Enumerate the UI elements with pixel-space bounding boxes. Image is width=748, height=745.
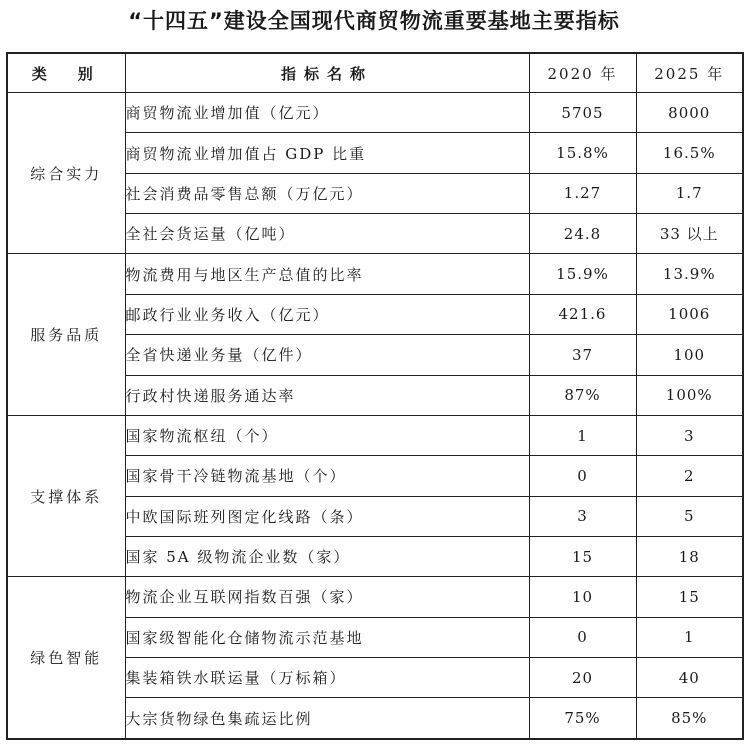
table-header-row (7, 53, 743, 93)
page-title: “十四五”建设全国现代商贸物流重要基地主要指标 (128, 9, 620, 33)
value-2020-cell: 37 (529, 335, 636, 375)
value-2020-cell: 5705 (529, 93, 636, 133)
indicators-table (6, 52, 744, 740)
indicator-name-cell: 大宗货物绿色集疏运比例 (125, 698, 529, 739)
indicator-name-cell: 中欧国际班列图定化线路（条） (125, 496, 529, 536)
value-2025-cell: 85% (636, 698, 743, 739)
value-2025-cell: 2 (636, 456, 743, 496)
indicator-name-cell: 全社会货运量（亿吨） (125, 214, 529, 254)
indicator-name-cell: 物流费用与地区生产总值的比率 (125, 254, 529, 294)
value-2025-cell: 18 (636, 536, 743, 576)
indicator-name-cell: 商贸物流业增加值（亿元） (125, 93, 529, 133)
table-row (7, 254, 743, 294)
value-2025-cell: 15 (636, 577, 743, 617)
table-row (7, 415, 743, 455)
value-2025-cell: 16.5% (636, 133, 743, 173)
indicator-name-cell: 社会消费品零售总额（万亿元） (125, 173, 529, 213)
table-body (7, 93, 743, 740)
value-2025-cell: 100% (636, 375, 743, 415)
table-row (7, 577, 743, 617)
category-cell: 综合实力 (7, 93, 125, 254)
value-2025-cell: 1006 (636, 294, 743, 334)
value-2025-cell: 8000 (636, 93, 743, 133)
value-2025-cell: 40 (636, 658, 743, 698)
table-row (7, 93, 743, 133)
value-2020-cell: 0 (529, 617, 636, 657)
header-year-2025: 2025 年 (636, 53, 743, 93)
value-2025-cell: 13.9% (636, 254, 743, 294)
indicator-name-cell: 集装箱铁水联运量（万标箱） (125, 658, 529, 698)
indicator-name-cell: 行政村快递服务通达率 (125, 375, 529, 415)
indicator-name-cell: 商贸物流业增加值占 GDP 比重 (125, 133, 529, 173)
value-2020-cell: 15 (529, 536, 636, 576)
header-year-2020: 2020 年 (529, 53, 636, 93)
category-cell: 服务品质 (7, 254, 125, 415)
indicator-name-cell: 全省快递业务量（亿件） (125, 335, 529, 375)
value-2020-cell: 3 (529, 496, 636, 536)
value-2020-cell: 421.6 (529, 294, 636, 334)
value-2020-cell: 0 (529, 456, 636, 496)
value-2020-cell: 15.8% (529, 133, 636, 173)
value-2025-cell: 1 (636, 617, 743, 657)
value-2020-cell: 24.8 (529, 214, 636, 254)
indicator-name-cell: 国家 5A 级物流企业数（家） (125, 536, 529, 576)
value-2020-cell: 15.9% (529, 254, 636, 294)
indicator-name-cell: 邮政行业业务收入（亿元） (125, 294, 529, 334)
value-2020-cell: 75% (529, 698, 636, 739)
header-indicator-name: 指标名称 (125, 53, 529, 93)
value-2020-cell: 20 (529, 658, 636, 698)
value-2020-cell: 1 (529, 415, 636, 455)
value-2025-cell: 100 (636, 335, 743, 375)
value-2020-cell: 1.27 (529, 173, 636, 213)
value-2025-cell: 5 (636, 496, 743, 536)
category-cell: 支撑体系 (7, 415, 125, 576)
indicator-name-cell: 国家级智能化仓储物流示范基地 (125, 617, 529, 657)
value-2025-cell: 33 以上 (636, 214, 743, 254)
value-2025-cell: 1.7 (636, 173, 743, 213)
indicator-name-cell: 国家骨干冷链物流基地（个） (125, 456, 529, 496)
value-2025-cell: 3 (636, 415, 743, 455)
value-2020-cell: 10 (529, 577, 636, 617)
category-cell: 绿色智能 (7, 577, 125, 739)
indicator-name-cell: 国家物流枢纽（个） (125, 415, 529, 455)
value-2020-cell: 87% (529, 375, 636, 415)
indicator-name-cell: 物流企业互联网指数百强（家） (125, 577, 529, 617)
header-category: 类 别 (7, 53, 125, 93)
